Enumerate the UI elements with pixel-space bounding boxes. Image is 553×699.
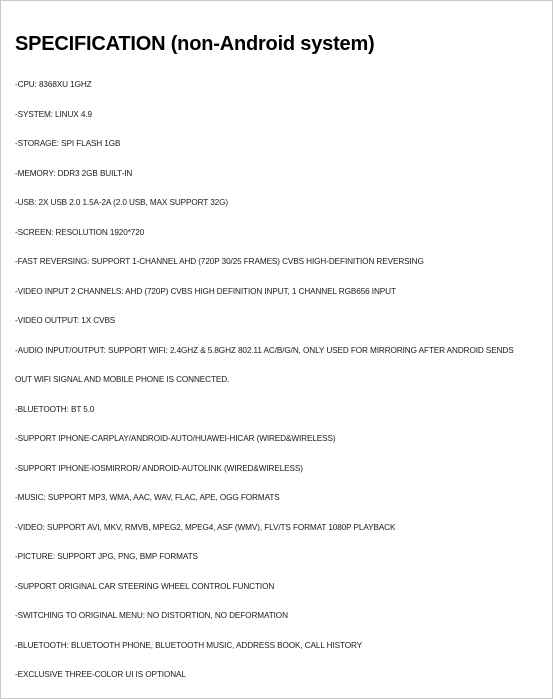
spec-item-bluetooth-features: -BLUETOOTH: BLUETOOTH PHONE, BLUETOOTH MUSIC, ADDRESS BOOK, CALL HISTORY [15, 640, 363, 650]
spec-item-original-menu: -SWITCHING TO ORIGINAL MENU: NO DISTORTION, NO DEFORMATION [15, 611, 288, 620]
spec-item-audio-io: -AUDIO INPUT/OUTPUT: SUPPORT WIFI: 2.4GHZ & 5.8GHZ 802.11 AC/B/G/N, ONLY USED FOR MIRRORING AFTER ANDROID SENDS [15, 345, 514, 355]
spec-item-system: -SYSTEM: LINUX 4.9 [15, 109, 92, 119]
spec-item-video: -VIDEO: SUPPORT AVI, MKV, RMVB, MPEG2, MPEG4, ASF (WMV), FLV/TS FORMAT 1080P PLAYBACK [15, 522, 396, 532]
spec-item-video-input: -VIDEO INPUT 2 CHANNELS: AHD (720P) CVBS HIGH DEFINITION INPUT, 1 CHANNEL RGB656 INPUT [15, 286, 396, 296]
spec-item-storage: -STORAGE: SPI FLASH 1GB [15, 139, 121, 148]
spec-item-audio-io-continued: OUT WIFI SIGNAL AND MOBILE PHONE IS CONNECTED. [15, 375, 230, 384]
spec-item-mirror: -SUPPORT IPHONE-IOSMIRROR/ ANDROID-AUTOLINK (WIRED&WIRELESS) [15, 463, 303, 473]
spec-item-usb: -USB: 2X USB 2.0 1.5A-2A (2.0 USB, MAX SUPPORT 32G) [15, 198, 229, 207]
spec-item-three-color-ui: -EXCLUSIVE THREE-COLOR UI IS OPTIONAL [15, 670, 186, 679]
spec-item-music: -MUSIC: SUPPORT MP3, WMA, AAC, WAV, FLAC, APE, OGG FORMATS [15, 493, 280, 502]
spec-item-memory: -MEMORY: DDR3 2GB BUILT-IN [15, 168, 133, 178]
spec-item-video-output: -VIDEO OUTPUT: 1X CVBS [15, 316, 116, 325]
spec-item-fast-reversing: -FAST REVERSING: SUPPORT 1-CHANNEL AHD (720P 30/25 FRAMES) CVBS HIGH-DEFINITION REVERSING [15, 257, 424, 266]
spec-list [15, 78, 545, 698]
spec-item-carplay: -SUPPORT IPHONE-CARPLAY/ANDROID-AUTO/HUAWEI-HICAR (WIRED&WIRELESS) [15, 434, 336, 443]
spec-item-picture: -PICTURE: SUPPORT JPG, PNG, BMP FORMATS [15, 552, 198, 561]
page-title: SPECIFICATION (non-Android system) [15, 33, 375, 55]
spec-item-cpu: -CPU: 8368XU 1GHZ [15, 80, 92, 89]
spec-item-steering-wheel: -SUPPORT ORIGINAL CAR STEERING WHEEL CONTROL FUNCTION [15, 581, 275, 591]
spec-item-bluetooth-version: -BLUETOOTH: BT 5.0 [15, 404, 95, 414]
spec-item-screen: -SCREEN: RESOLUTION 1920*720 [15, 227, 145, 237]
